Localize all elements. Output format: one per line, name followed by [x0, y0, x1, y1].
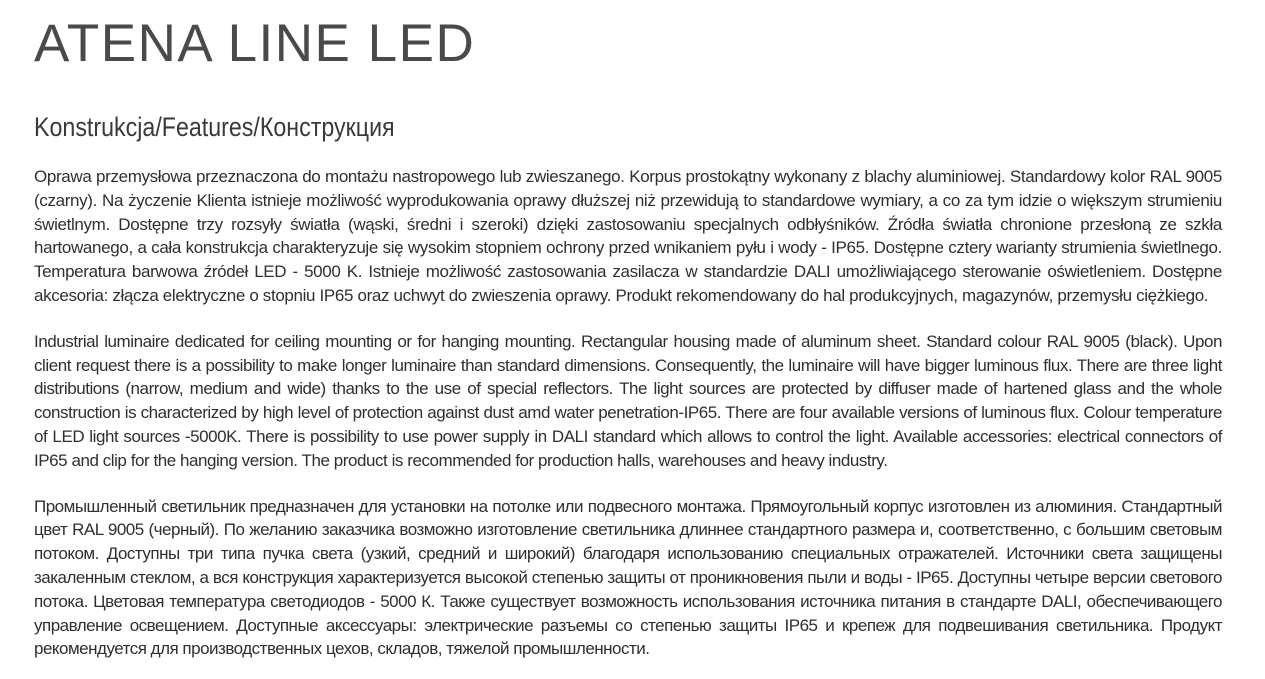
product-datasheet — [34, 0, 1222, 661]
product-title: ATENA LINE LED — [34, 14, 476, 73]
description-polish: Oprawa przemysłowa przeznaczona do montażu nastropowego lub zwieszanego. Korpus prostokątny wykonany z blachy aluminiowej. Standardowy kolor RAL 9005 (czarny). Na życzenie Klienta istnieje możliwość wyprodukowania oprawy dłuższej niż przewidują to standardowe wymiary, a co za tym idzie o większym strumieniu świetlnym. Dostępne trzy rozsyły światła (wąski, średni i szeroki) dzięki zastosowaniu specjalnych odbłyśników. Źródła światła chronione przesłoną ze szkła hartowanego, a cała konstrukcja charakteryzuje się wysokim stopniem ochrony przed wnikaniem pyłu i wody - IP65. Dostępne cztery warianty strumienia świetlnego. Temperatura barwowa źródeł LED - 5000 K. Istnieje możliwość zastosowania zasilacza w standardzie DALI umożliwiającego sterowanie oświetleniem. Dostępne akcesoria: złącza elektryczne o stopniu IP65 oraz uchwyt do zwieszenia oprawy. Produkt rekomendowany do hal produkcyjnych, magazynów, przemysłu ciężkiego. — [34, 167, 1222, 305]
section-heading: Konstrukcja/Features/Конструкция — [34, 112, 395, 142]
description-russian: Промышленный светильник предназначен для установки на потолке или подвесного монтажа. Прямоугольный корпус изготовлен из алюминия. Стандартный цвет RAL 9005 (черный). По желанию заказчика возможно изготовление светильника длиннее стандартного размера и, соответственно, с большим световым потоком. Доступны три типа пучка света (узкий, средний и широкий) благодаря использованию специальных отражателей. Источники света защищены закаленным стеклом, а вся конструкция характеризуется высокой степенью защиты от проникновения пыли и воды - IP65. Доступны четыре версии светового потока. Цветовая температура светодиодов - 5000 К. Также существует возможность использования источника питания в стандарте DALI, обеспечивающего управление освещением. Доступные аксессуары: электрические разъемы со степенью защиты IP65 и крепеж для подвешивания светильника. Продукт рекомендуется для производственных цехов, складов, тяжелой промышленности. — [34, 496, 1222, 659]
description-english: Industrial luminaire dedicated for ceiling mounting or for hanging mounting. Rectangular housing made of aluminum sheet. Standard colour RAL 9005 (black). Upon client request there is a possibility to make longer luminaire than standard dimensions. Consequently, the luminaire will have bigger luminous flux. There are three light distributions (narrow, medium and wide) thanks to the use of special reflectors. The light sources are protected by diffuser made of hartened glass and the whole construction is characterized by high level of protection against dust amd water penetration-IP65. There are four available versions of luminous flux. Colour temperature of LED light sources -5000K. There is possibility to use power supply in DALI standard which allows to control the light. Available accessories: electrical connectors of IP65 and clip for the hanging version. The product is recommended for production halls, warehouses and heavy industry. — [34, 331, 1222, 470]
